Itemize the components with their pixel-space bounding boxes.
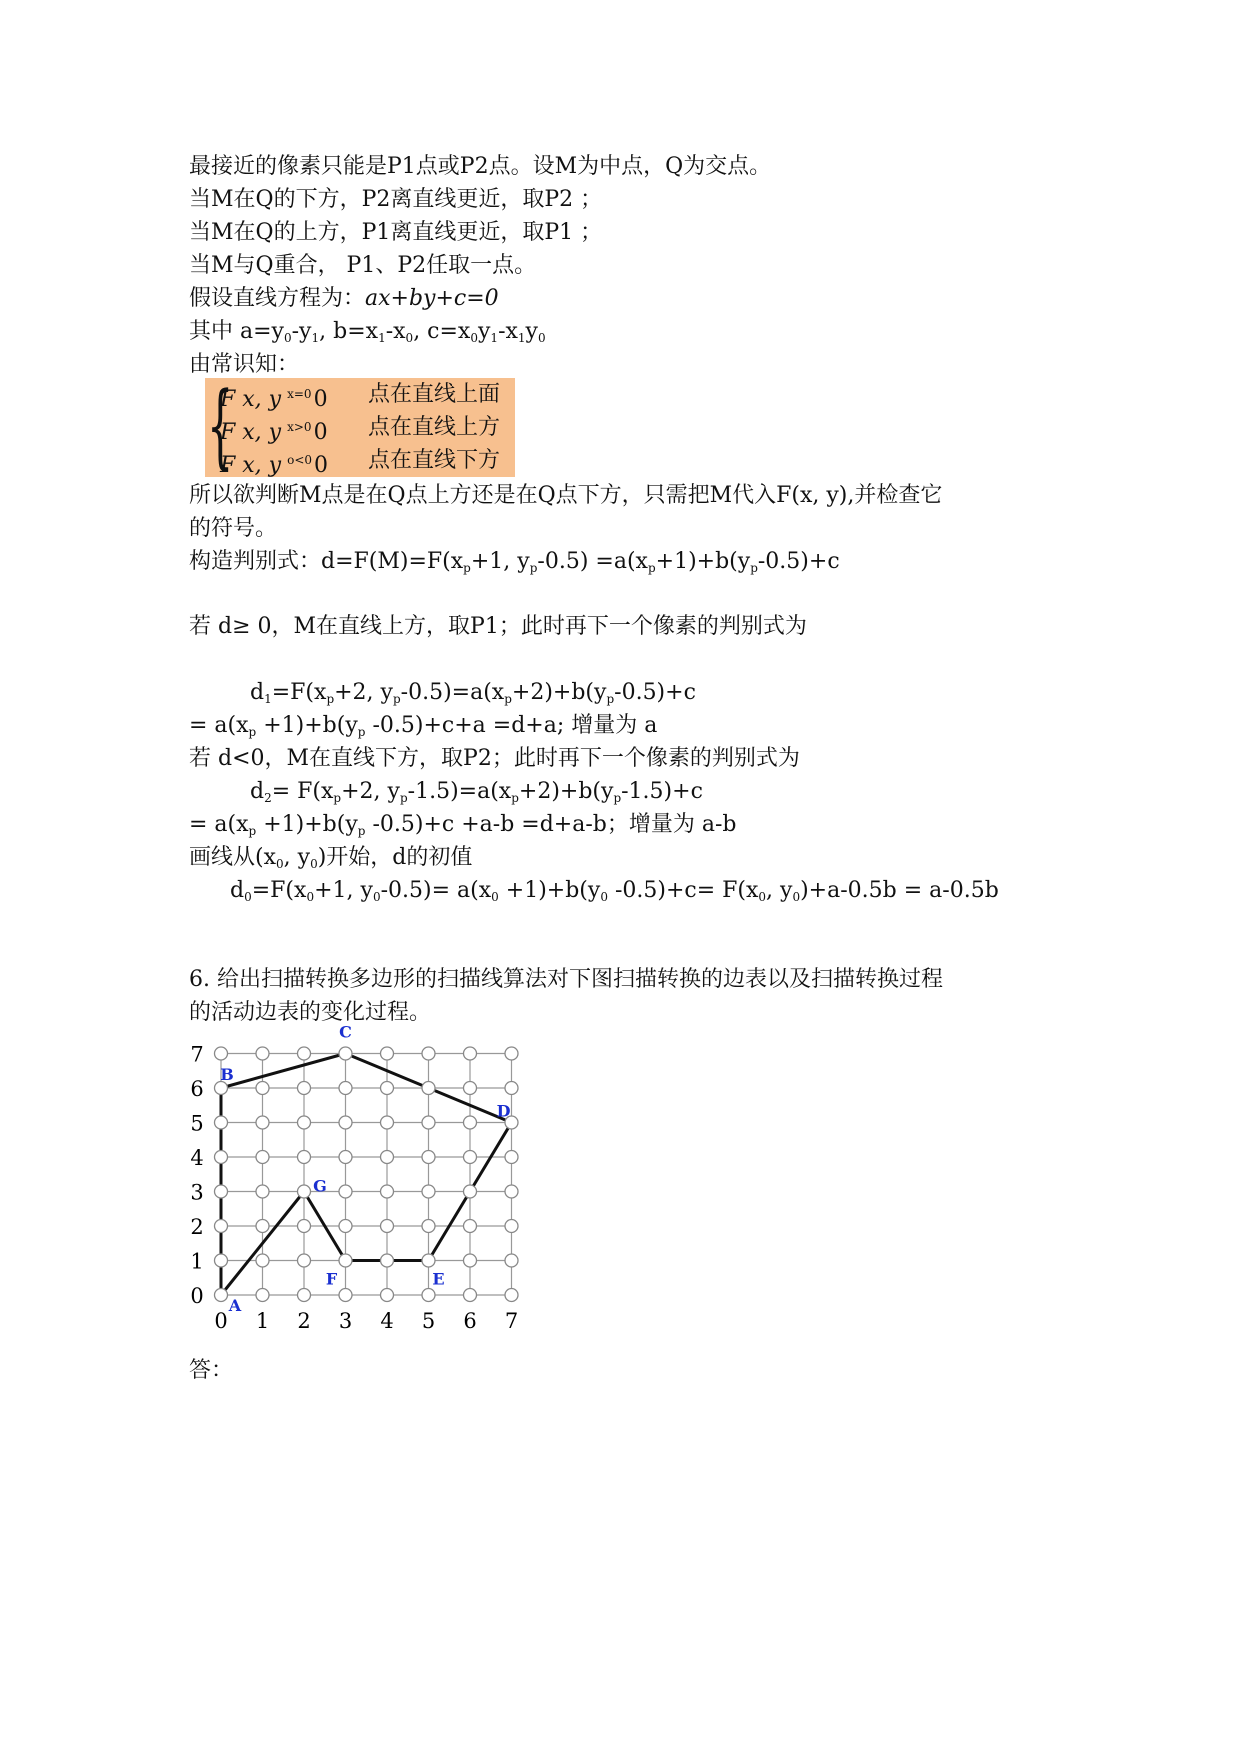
grid-pixel bbox=[381, 1116, 394, 1129]
grid-pixel bbox=[256, 1151, 269, 1164]
equation-prefix: 假设直线方程为： bbox=[189, 286, 366, 311]
grid-pixel bbox=[339, 1254, 352, 1267]
grid-pixel bbox=[339, 1047, 352, 1060]
grid-pixel bbox=[215, 1185, 228, 1198]
grid-pixel bbox=[422, 1185, 435, 1198]
text-line-1: 最接近的像素只能是P1点或P2点。设M为中点，Q为交点。 bbox=[189, 154, 772, 179]
line-equation-intro bbox=[189, 284, 499, 314]
grid-pixel bbox=[422, 1082, 435, 1095]
d1-line: $d_1=F(x_p+2$, $y_p-0.5)=a(x_p+2)+b(y_p-0.5)+c$ bbox=[250, 680, 696, 706]
text-line-9: 的符号。 bbox=[189, 516, 278, 541]
grid-pixel bbox=[298, 1289, 311, 1302]
grid-pixel bbox=[298, 1220, 311, 1233]
grid-pixel bbox=[215, 1220, 228, 1233]
grid-pixel bbox=[464, 1082, 477, 1095]
vertex-label: A bbox=[228, 1296, 242, 1315]
case-row: F x, y $^{x=0}$0 点在直线上面 bbox=[220, 382, 501, 412]
brace: { bbox=[207, 372, 234, 479]
grid-pixel bbox=[215, 1254, 228, 1267]
grid-pixel bbox=[381, 1151, 394, 1164]
vertex-label: G bbox=[313, 1176, 327, 1196]
grid-pixel bbox=[505, 1047, 518, 1060]
text-line-14: 若 d<0，M在直线下方，取P2；此时再下一个像素的判别式为 bbox=[189, 746, 800, 771]
vertex-label: B bbox=[220, 1065, 234, 1084]
y-tick-label: 7 bbox=[190, 1042, 204, 1067]
grid-pixel bbox=[422, 1047, 435, 1060]
vertex-label: D bbox=[496, 1101, 511, 1121]
grid-pixel bbox=[381, 1082, 394, 1095]
discriminant-line: 构造判别式：$d=F(M)=F(x_p+1$, $y_p-0.5) =a(x_p+1)+b(y_p-0.5)+c$ bbox=[189, 549, 840, 575]
grid-pixel bbox=[505, 1185, 518, 1198]
text-line-4: 当M与Q重合， P1、P2任取一点。 bbox=[189, 253, 537, 278]
grid-pixel bbox=[381, 1185, 394, 1198]
y-tick-label: 5 bbox=[190, 1111, 204, 1136]
grid-pixel bbox=[256, 1185, 269, 1198]
text-line-2: 当M在Q的下方，P2离直线更近，取P2 ； bbox=[189, 187, 603, 212]
y-tick-label: 4 bbox=[190, 1146, 204, 1170]
grid-pixel bbox=[422, 1116, 435, 1129]
y-tick-label: 0 bbox=[190, 1284, 204, 1308]
case-row: F x, y $^{o<0}$0 点在直线下方 bbox=[220, 448, 501, 478]
text-line-3: 当M在Q的上方，P1离直线更近，取P1 ； bbox=[189, 220, 603, 245]
grid-pixel bbox=[298, 1151, 311, 1164]
x-tick-label: 3 bbox=[338, 1309, 353, 1333]
coefficients-line: 其中 $a=y_0-y_1$, $b=x_1-x_0$, $c=x_0y_1-x_1y_0$ bbox=[189, 319, 546, 345]
polygon-grid-figure bbox=[189, 1022, 529, 1340]
y-tick-label: 2 bbox=[190, 1215, 204, 1239]
grid-pixel bbox=[256, 1254, 269, 1267]
start-point-line: 画线从($x_0$, $y_0$)开始，d的初值 bbox=[189, 845, 473, 871]
grid-pixel bbox=[339, 1082, 352, 1095]
question-6-line-2: 的活动边表的变化过程。 bbox=[189, 1000, 432, 1025]
text-line-8: 所以欲判断M点是在Q点上方还是在Q点下方，只需把M代入F(x, y),并检查它 bbox=[189, 483, 943, 508]
grid-pixel bbox=[339, 1151, 352, 1164]
grid-pixel bbox=[339, 1220, 352, 1233]
grid-pixel bbox=[381, 1047, 394, 1060]
grid-pixel bbox=[298, 1185, 311, 1198]
grid-pixel bbox=[339, 1289, 352, 1302]
vertex-label: C bbox=[339, 1022, 352, 1042]
grid-pixel bbox=[339, 1185, 352, 1198]
grid-pixel bbox=[215, 1289, 228, 1302]
grid-pixel bbox=[298, 1254, 311, 1267]
vertex-label: E bbox=[432, 1269, 445, 1289]
grid-pixel bbox=[464, 1047, 477, 1060]
grid-pixel bbox=[256, 1289, 269, 1302]
y-tick-label: 1 bbox=[190, 1249, 204, 1274]
grid-pixel bbox=[464, 1289, 477, 1302]
grid-pixel bbox=[381, 1289, 394, 1302]
x-tick-label: 6 bbox=[463, 1309, 477, 1333]
x-tick-label: 5 bbox=[421, 1309, 436, 1333]
grid-pixel bbox=[422, 1254, 435, 1267]
grid-pixel bbox=[505, 1289, 518, 1302]
text-line-7: 由常识知： bbox=[189, 352, 300, 377]
d1-expansion-line: = $a(x_p +1)+b(y_p$ -0.5)+c+a =d+a; 增量为 a bbox=[189, 713, 658, 739]
grid-pixel bbox=[215, 1047, 228, 1060]
grid-pixel bbox=[422, 1220, 435, 1233]
x-tick-label: 0 bbox=[214, 1309, 228, 1333]
grid-pixel bbox=[256, 1116, 269, 1129]
grid-pixel bbox=[505, 1220, 518, 1233]
grid-pixel bbox=[381, 1254, 394, 1267]
grid-pixel bbox=[256, 1082, 269, 1095]
grid-pixel bbox=[339, 1116, 352, 1129]
case-row: F x, y $^{x>0}$0 点在直线上方 bbox=[220, 415, 501, 445]
grid-pixel bbox=[256, 1047, 269, 1060]
line-equation: ax+by+c=0 bbox=[365, 286, 499, 311]
grid-pixel bbox=[215, 1151, 228, 1164]
x-tick-label: 1 bbox=[255, 1309, 270, 1333]
vertex-label: F bbox=[325, 1269, 338, 1289]
d2-line: $d_2= F(x_p+2$, $y_p-1.5)=a(x_p+2)+b(y_p-1.5)+c$ bbox=[250, 779, 703, 805]
grid-pixel bbox=[464, 1151, 477, 1164]
d0-line: $d_0=F(x_0+1$, $y_0-0.5)= a(x_0 +1)+b(y_0$ $-0.5)+c= F(x_0$, $y_0)+a-0.5b = a-0.5b$ bbox=[230, 878, 999, 904]
x-tick-label: 7 bbox=[504, 1309, 519, 1333]
grid-pixel bbox=[298, 1116, 311, 1129]
grid-pixel bbox=[505, 1254, 518, 1267]
grid-pixel bbox=[464, 1185, 477, 1198]
grid-pixel bbox=[464, 1116, 477, 1129]
sign-cases-box bbox=[205, 372, 515, 479]
text-line-11: 若 d≥ 0，M在直线上方，取P1；此时再下一个像素的判别式为 bbox=[189, 614, 807, 639]
d2-expansion-line: = $a(x_p +1)+b(y_p$ -0.5)+c +a-b =d+a-b；增量为 a-b bbox=[189, 812, 737, 838]
grid-pixel bbox=[505, 1082, 518, 1095]
y-tick-label: 6 bbox=[190, 1077, 204, 1101]
grid-pixel bbox=[215, 1116, 228, 1129]
grid-pixel bbox=[381, 1220, 394, 1233]
x-tick-label: 4 bbox=[380, 1309, 394, 1333]
answer-label: 答： bbox=[189, 1358, 234, 1383]
grid-pixel bbox=[256, 1220, 269, 1233]
grid-pixel bbox=[422, 1151, 435, 1164]
grid-pixel bbox=[464, 1254, 477, 1267]
y-tick-label: 3 bbox=[190, 1180, 204, 1205]
x-tick-label: 2 bbox=[297, 1309, 311, 1333]
grid-pixel bbox=[422, 1289, 435, 1302]
question-6-line-1: 6. 给出扫描转换多边形的扫描线算法对下图扫描转换的边表以及扫描转换过程 bbox=[189, 967, 943, 992]
grid-pixel bbox=[505, 1151, 518, 1164]
grid-pixel bbox=[298, 1047, 311, 1060]
grid-pixel bbox=[298, 1082, 311, 1095]
grid-pixel bbox=[464, 1220, 477, 1233]
